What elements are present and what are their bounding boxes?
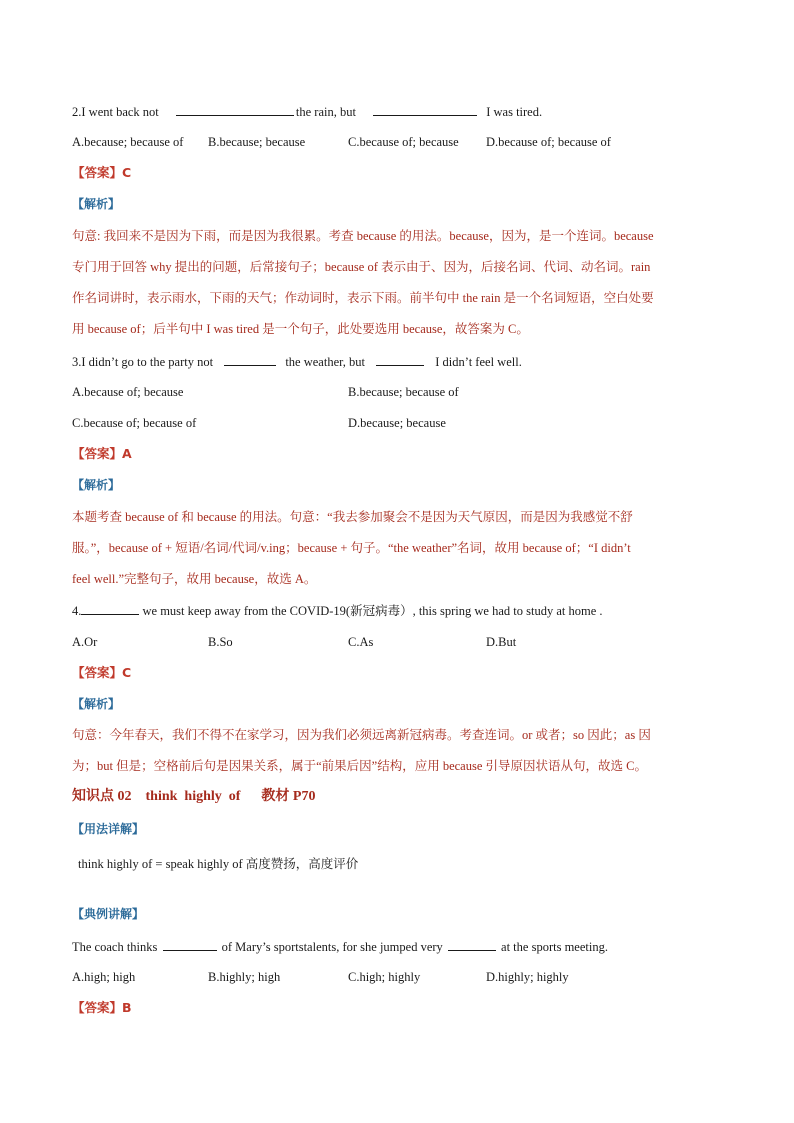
q3-text-1: 3.I didn’t go to the party not [72,355,214,369]
q4-blank-1 [81,602,139,615]
q3-answer: 【答案】A [72,446,132,461]
q3-analysis-line-3: feel well.”完整句子，故用 because，故选 A。 [72,572,317,586]
q3-blank-2 [376,353,424,366]
q3-option-b: B.because; because of [348,385,459,399]
example-text-3: at the sports meeting. [501,940,608,954]
knowledge-point-title: 知识点 02 think highly of 教材 P70 [72,789,316,804]
example-answer: 【答案】B [72,1000,132,1015]
q4-analysis-line-2: 为；but 但是；空格前后句是因果关系，属于“前果后因”结构，应用 because 引导原因状语从句，故选 C。 [72,759,647,773]
q3-option-d: D.because; because [348,416,446,430]
example-question [72,938,608,955]
question-4 [72,602,603,619]
example-option-b: B.highly; high [208,970,281,984]
q3-options-row-1 [72,384,722,400]
q2-answer: 【答案】C [72,165,132,180]
q2-options [72,134,722,150]
q2-option-a: A.because; because of [72,135,184,149]
q2-text-3: I was tired. [486,105,543,119]
q3-options-row-2 [72,415,722,431]
example-option-c: C.high; highly [348,970,421,984]
q4-analysis-line-1: 句意：今年春天，我们不得不在家学习，因为我们必须远离新冠病毒。考查连词。or 或者；so 因此；as 因 [72,728,651,742]
example-text-1: The coach thinks [72,940,158,954]
q2-analysis-label: 【解析】 [72,197,121,211]
q4-text-2: we must keep away from the COVID-19(新冠病毒）, this spring we had to study at home . [139,604,603,618]
q4-option-a: A.Or [72,635,98,649]
q3-option-c: C.because of; because of [72,416,197,430]
example-blank-2 [448,938,496,951]
example-option-d: D.highly; highly [486,970,569,984]
example-options [72,969,722,985]
q2-option-b: B.because; because [208,135,306,149]
q3-analysis-line-2: 服。”，because of + 短语/名词/代词/v.ing；because + 句子。“the weather”名词，故用 because of；“I didn’t [72,541,631,555]
q3-option-a: A.because of; because [72,385,184,399]
q4-option-c: C.As [348,635,374,649]
question-3 [72,353,522,370]
q2-option-c: C.because of; because [348,135,459,149]
q3-text-3: I didn’t feel well. [435,355,522,369]
example-option-a: A.high; high [72,970,136,984]
example-blank-1 [163,938,217,951]
question-2 [72,103,542,120]
q2-text-2: the rain, but [295,105,356,119]
q2-text-1: 2.I went back not [72,105,159,119]
usage-label: 【用法详解】 [72,822,145,836]
q3-text-2: the weather, but [285,355,366,369]
q4-analysis-label: 【解析】 [72,697,121,711]
q2-blank-1 [176,103,294,116]
q4-answer: 【答案】C [72,665,132,680]
q4-text-1: 4. [72,604,82,618]
q4-option-d: D.But [486,635,517,649]
q2-analysis-line-2: 专门用于回答 why 提出的问题，后常接句子；because of 表示由于、因为，后接名词、代词、动名词。rain [72,260,651,274]
q2-analysis-line-3: 作名词讲时，表示雨水，下雨的天气；作动词时，表示下雨。前半句中 the rain 是一个名词短语，空白处要 [72,291,654,305]
usage-text: think highly of = speak highly of 高度赞扬，高度评价 [78,857,359,871]
q4-option-b: B.So [208,635,233,649]
q2-option-d: D.because of; because of [486,135,611,149]
q4-options [72,634,722,650]
q3-analysis-label: 【解析】 [72,478,121,492]
q2-blank-2 [373,103,477,116]
q2-analysis-line-4: 用 because of；后半句中 I was tired 是一个句子，此处要选用 because，故答案为 C。 [72,322,529,336]
q2-analysis-line-1: 句意: 我回来不是因为下雨，而是因为我很累。考查 because 的用法。because，因为，是一个连词。because [72,229,654,243]
q3-analysis-line-1: 本题考查 because of 和 because 的用法。句意：“我去参加聚会不是因为天气原因，而是因为我感觉不舒 [72,510,633,524]
example-label: 【典例讲解】 [72,907,145,921]
example-text-2: of Mary’s sportstalents, for she jumped very [221,940,443,954]
q3-blank-1 [224,353,276,366]
